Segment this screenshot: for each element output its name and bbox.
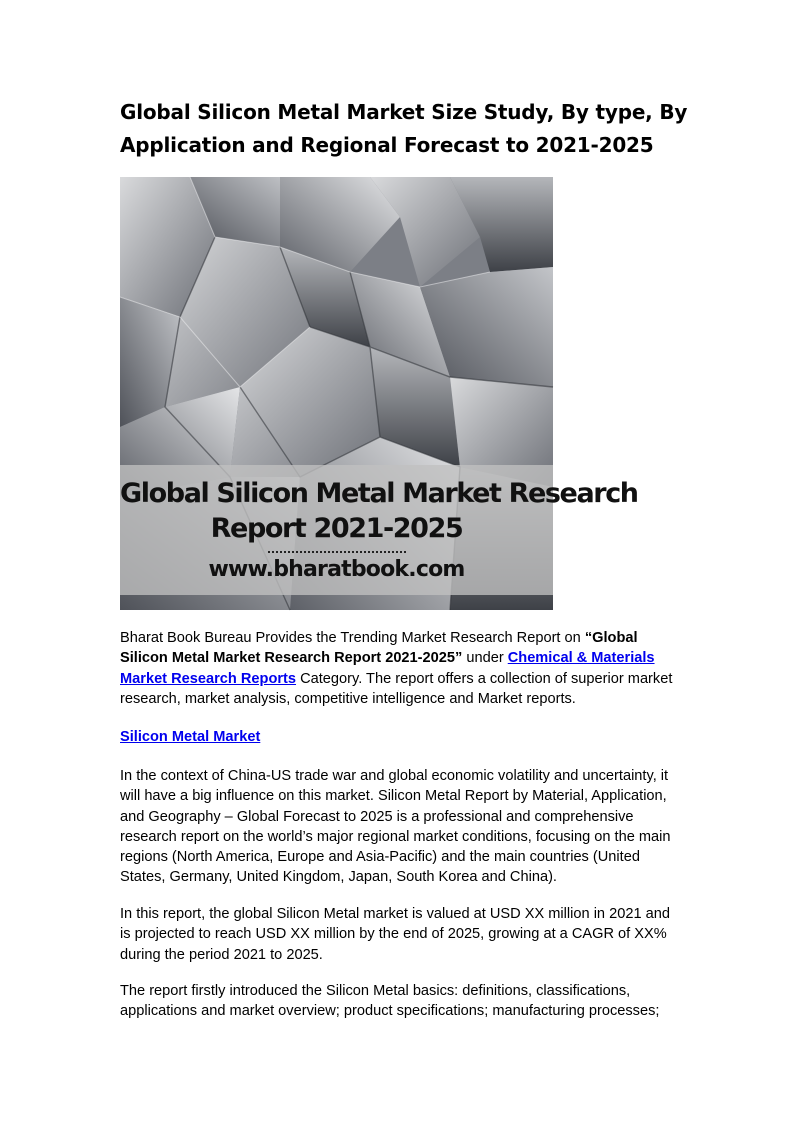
hero-banner-divider — [268, 551, 406, 553]
category-link[interactable]: Chemical & Materials Market Research Reports — [120, 650, 655, 687]
body-paragraph-2: In this report, the global Silicon Metal market is valued at USD XX million in 2021 and is projected to reach USD XX million by the end of 2025, growing at a CAGR of XX% during the period 2021 to 2025. — [120, 906, 670, 963]
hero-banner-title-line1: Global Silicon Metal Market Research — [120, 478, 638, 509]
intro-text-before: Bharat Book Bureau Provides the Trending Market Research Report on — [120, 630, 585, 646]
report-name: “Global Silicon Metal Market Research Report 2021-2025” — [120, 630, 638, 667]
intro-text-mid: under — [462, 650, 508, 667]
body-paragraph-3: The report firstly introduced the Silicon Metal basics: definitions, classifications, applications and market overview; product specifications; manufacturing processes; — [120, 983, 660, 1020]
report-title: Global Silicon Metal Market Size Study, By type, By Application and Regional Forecast to 2021-2025 — [120, 100, 688, 157]
body-paragraph-1: In the context of China-US trade war and global economic volatility and uncertainty, it will have a big influence on this market. Silicon Metal Report by Material, Application, and Geography – Global Forecast to 2025 is a professional and comprehensive research report on the world’s major regional market conditions, focusing on the main regions (North America, Europe and Asia-Pacific) and the main countries (United States, Germany, United Kingdom, Japan, South Korea and China). — [120, 768, 671, 886]
hero-image-silicon-metal — [120, 177, 638, 610]
intro-text-after: Category. The report offers a collection of superior market research, market analysis, competitive intelligence and Market reports. — [120, 670, 673, 707]
silicon-metal-market-link[interactable]: Silicon Metal Market — [120, 729, 261, 745]
hero-banner-url: www.bharatbook.com — [208, 557, 465, 582]
intro-paragraph — [120, 628, 680, 709]
hero-banner-title-line2: Report 2021-2025 — [210, 513, 463, 544]
section-link-paragraph — [120, 727, 680, 747]
